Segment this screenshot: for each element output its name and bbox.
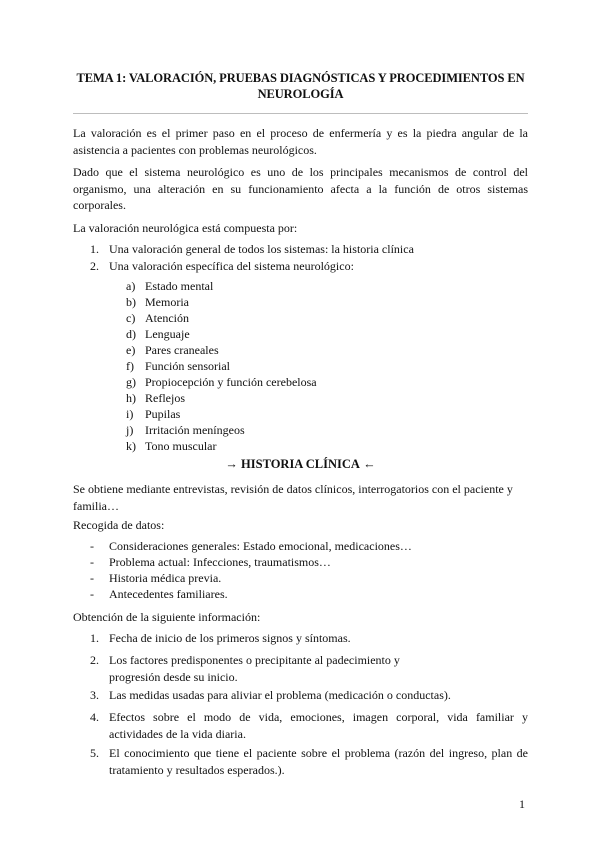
- list-text: Efectos sobre el modo de vida, emociones, imagen corporal, vida familiar y actividades de la vida diaria.: [109, 710, 528, 741]
- sub-list-letter: a): [126, 279, 136, 293]
- sub-list-letter: i): [126, 407, 134, 421]
- sub-list-item: [126, 422, 245, 439]
- intro-paragraph-1: La valoración es el primer paso en el proceso de enfermería y es la piedra angular de la asistencia a pacientes con problemas neurológicos.: [73, 126, 528, 157]
- sub-list-item: [126, 358, 230, 375]
- list-number: 3.: [90, 688, 99, 702]
- intro-paragraph-3: La valoración neurológica está compuesta por:: [73, 221, 298, 235]
- sub-list-text: Pupilas: [145, 407, 181, 421]
- obtencion-label: Obtención de la siguiente información:: [73, 610, 261, 624]
- list-item: [90, 745, 528, 778]
- sub-list-text: Función sensorial: [145, 359, 230, 373]
- list-text: El conocimiento que tiene el paciente sobre el problema (razón del ingreso, plan de tratamiento y resultados esperados.).: [109, 746, 528, 777]
- bullet-dash-icon: -: [90, 571, 94, 585]
- list-item: [90, 258, 528, 275]
- sub-list-text: Estado mental: [145, 279, 214, 293]
- sub-list-item: [126, 342, 219, 359]
- section-heading-text: HISTORIA CLÍNICA: [241, 457, 360, 471]
- sub-list-item: [126, 294, 189, 311]
- list-item: [90, 687, 528, 704]
- list-item: [90, 709, 528, 742]
- list-text: Antecedentes familiares.: [109, 587, 228, 601]
- sub-list-item: [126, 310, 189, 327]
- list-text: Consideraciones generales: Estado emocional, medicaciones…: [109, 539, 412, 553]
- sub-list-letter: g): [126, 375, 136, 389]
- list-text: Historia médica previa.: [109, 571, 222, 585]
- sub-list-letter: j): [126, 423, 134, 437]
- sub-list-letter: d): [126, 327, 136, 341]
- list-text: Fecha de inicio de los primeros signos y síntomas.: [109, 631, 351, 645]
- list-text: Las medidas usadas para aliviar el problema (medicación o conductas).: [109, 688, 451, 702]
- list-number: 4.: [90, 710, 99, 724]
- sub-list-item: [126, 390, 185, 407]
- sub-list-letter: f): [126, 359, 134, 373]
- bullet-dash-icon: -: [90, 555, 94, 569]
- list-item: [90, 241, 528, 258]
- sub-list-letter: b): [126, 295, 136, 309]
- sub-list-text: Atención: [145, 311, 189, 325]
- title-divider: [73, 113, 528, 114]
- list-text: Una valoración general de todos los sistemas: la historia clínica: [109, 242, 414, 256]
- list-item: [90, 630, 528, 647]
- list-item: [90, 652, 528, 685]
- page-number: 1: [519, 797, 525, 811]
- section-intro-paragraph: Se obtiene mediante entrevistas, revisión de datos clínicos, interrogatorios con el paciente y familia…: [73, 482, 513, 513]
- list-item: [90, 538, 412, 555]
- list-number: 2.: [90, 653, 99, 667]
- page-title: TEMA 1: VALORACIÓN, PRUEBAS DIAGNÓSTICAS Y PROCEDIMIENTOS EN NEUROLOGÍA: [76, 71, 525, 101]
- list-item: [90, 570, 221, 587]
- sub-list-item: [126, 438, 216, 455]
- sub-list-text: Reflejos: [145, 391, 185, 405]
- list-number: 1.: [90, 242, 99, 256]
- sub-list-item: [126, 278, 213, 295]
- sub-list-letter: e): [126, 343, 136, 357]
- arrow-left-icon: ←: [363, 457, 376, 471]
- list-text: Los factores predisponentes o precipitante al padecimiento y progresión desde su inicio.: [109, 653, 400, 684]
- sub-list-text: Memoria: [145, 295, 189, 309]
- sub-list-text: Lenguaje: [145, 327, 190, 341]
- sub-list-item: [126, 406, 180, 423]
- list-item: [90, 554, 331, 571]
- list-text: Problema actual: Infecciones, traumatismos…: [109, 555, 331, 569]
- sub-list-item: [126, 374, 317, 391]
- sub-list-letter: c): [126, 311, 136, 325]
- sub-list-letter: k): [126, 439, 136, 453]
- list-text: Una valoración específica del sistema neurológico:: [109, 259, 354, 273]
- sub-list-text: Tono muscular: [145, 439, 217, 453]
- sub-list-item: [126, 326, 190, 343]
- arrow-right-icon: →: [225, 457, 238, 471]
- bullet-dash-icon: -: [90, 539, 94, 553]
- list-number: 2.: [90, 259, 99, 273]
- list-number: 5.: [90, 746, 99, 760]
- list-item: [90, 586, 228, 603]
- sub-list-text: Pares craneales: [145, 343, 219, 357]
- sub-list-text: Irritación meníngeos: [145, 423, 245, 437]
- list-number: 1.: [90, 631, 99, 645]
- sub-list-letter: h): [126, 391, 136, 405]
- section-heading: [73, 456, 528, 472]
- sub-list-text: Propiocepción y función cerebelosa: [145, 375, 317, 389]
- recogida-label: Recogida de datos:: [73, 518, 165, 532]
- bullet-dash-icon: -: [90, 587, 94, 601]
- intro-paragraph-2: Dado que el sistema neurológico es uno de los principales mecanismos de control del organismo, una alteración en su funcionamiento afecta a la función de otros sistemas corporales.: [73, 165, 528, 212]
